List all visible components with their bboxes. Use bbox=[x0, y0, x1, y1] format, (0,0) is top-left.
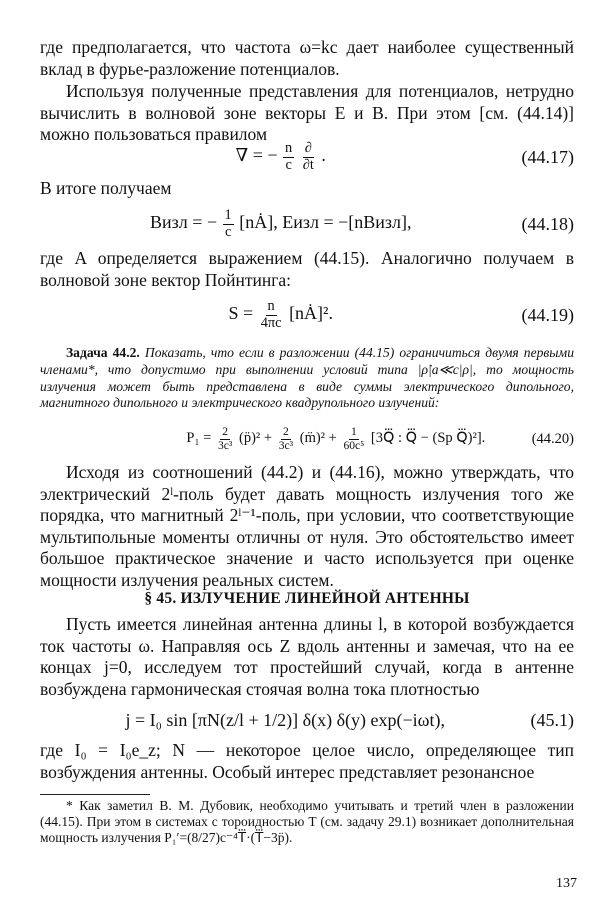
eq-44-18-fraction: $\frac{1}{c}$ bbox=[224, 207, 232, 240]
footnote-rule bbox=[40, 794, 150, 795]
eq-44-20-fraction-1: $\frac{2}{\text{3c³}}$ bbox=[217, 425, 233, 452]
eq-44-20-lhs: P₁ = bbox=[186, 430, 212, 447]
eq-44-17-fraction-n-over-c: $\frac{n}{c}$ bbox=[285, 140, 293, 173]
eq-44-20-fraction-2: $\frac{2}{\text{3c³}}$ bbox=[278, 425, 294, 452]
equation-number: (44.18) bbox=[521, 213, 574, 234]
eq-44-17-lhs: ∇ = − bbox=[235, 145, 278, 166]
eq-45-1-body: j = I₀ sin [πN(z/l + 1/2)] δ(x) δ(y) exp(−iωt), bbox=[125, 709, 446, 730]
paragraph-current-amplitude: где I₀ = I₀e_z; N — некоторое целое число, определяющее тип возбуждения антенны. Особый интерес представляет резонансное bbox=[40, 740, 574, 782]
equation-number: (44.17) bbox=[521, 146, 574, 167]
footnote: * Как заметил В. М. Дубовик, необходимо учитывать и третий член в разложении (44.15). При этом в системах с тороидностью T (см. задачу 29.1) возникает дополнительная мощность излучения P₁′=(8/27)c⁻⁴T⃛·(T⃛−3p̈). bbox=[40, 798, 574, 845]
paragraph-continuation: где предполагается, что частота ω=kc дает наиболее существенный вклад в фурье-разложение потенциалов. bbox=[40, 37, 574, 79]
equation-44-17 bbox=[40, 139, 574, 175]
paragraph-result-intro: В итоге получаем bbox=[40, 178, 172, 198]
eq-44-18-rest: [nȦ], Eизл = −[nBизл], bbox=[239, 212, 412, 233]
paragraph-potentials: Используя полученные представления для потенциалов, нетрудно вычислить в волновой зоне векторы E и B. При этом [см. (44.14)] можно пользоваться правилом bbox=[40, 81, 574, 144]
equation-number: (44.19) bbox=[521, 304, 574, 325]
problem-label: Задача 44.2. bbox=[66, 345, 140, 360]
eq-44-19-rhs: [nȦ]². bbox=[289, 303, 333, 324]
equation-number: (45.1) bbox=[530, 709, 574, 730]
page-number: 137 bbox=[556, 876, 577, 891]
eq-44-20-term-3: [3Q⃛ : Q⃛ − (Sp Q⃛)²]. bbox=[370, 430, 486, 447]
eq-44-20-fraction-3: $\frac{1}{\text{60c⁵}}$ bbox=[343, 425, 365, 452]
eq-44-20-term-2: (m̈)² + bbox=[299, 430, 337, 447]
problem-44-2 bbox=[40, 345, 574, 412]
equation-44-18 bbox=[40, 205, 574, 243]
paragraph-poynting: где A определяется выражением (44.15). Аналогично получаем в волновой зоне вектор Пойнтинга: bbox=[40, 248, 574, 290]
equation-45-1 bbox=[40, 703, 574, 737]
equation-44-20 bbox=[40, 420, 574, 458]
eq-44-19-lhs: S = bbox=[228, 303, 254, 324]
eq-44-17-fraction-partial-t: $\frac{\partial}{\partial t}$ bbox=[302, 140, 314, 173]
equation-44-19 bbox=[40, 296, 574, 334]
paragraph-multipoles: Исходя из соотношений (44.2) и (44.16), можно утверждать, что электрический 2ˡ-поль будет давать мощность излучения того же порядка, что магнитный 2ˡ⁻¹-поль, при условии, что соответствующие мультипольные моменты отличны от нуля. Это обстоятельство имеет большое практическое значение и часто используется при оценке мощности излучения реальных систем. bbox=[40, 462, 574, 590]
eq-44-20-term-1: (p̈)² + bbox=[239, 430, 273, 447]
equation-number: (44.20) bbox=[531, 430, 574, 447]
section-heading: § 45. ИЗЛУЧЕНИЕ ЛИНЕЙНОЙ АНТЕННЫ bbox=[144, 590, 470, 607]
eq-44-17-tail: . bbox=[321, 145, 326, 166]
paragraph-antenna: Пусть имеется линейная антенна длины l, в которой возбуждается ток частоты ω. Направляя ось Z вдоль антенны и замечая, что на ее концах j=0, исследуем тот простейший случай, когда в антенне возбуждена гармоническая стоячая волна тока плотностью bbox=[40, 614, 574, 699]
problem-text: Показать, что если в разложении (44.15) ограничиться двумя первыми членами*, что допустимо при выполнении условий типа |ρ̇|a≪c|ρ|, то мощность излучения может быть представлена в виде суммы электрического дипольного, магнитного дипольного и электрического квадрупольного излучений: bbox=[40, 345, 574, 411]
eq-44-19-fraction: $\frac{n}{4\pi c}$ bbox=[260, 298, 282, 331]
eq-44-18-b-part: Bизл = − bbox=[150, 212, 218, 233]
